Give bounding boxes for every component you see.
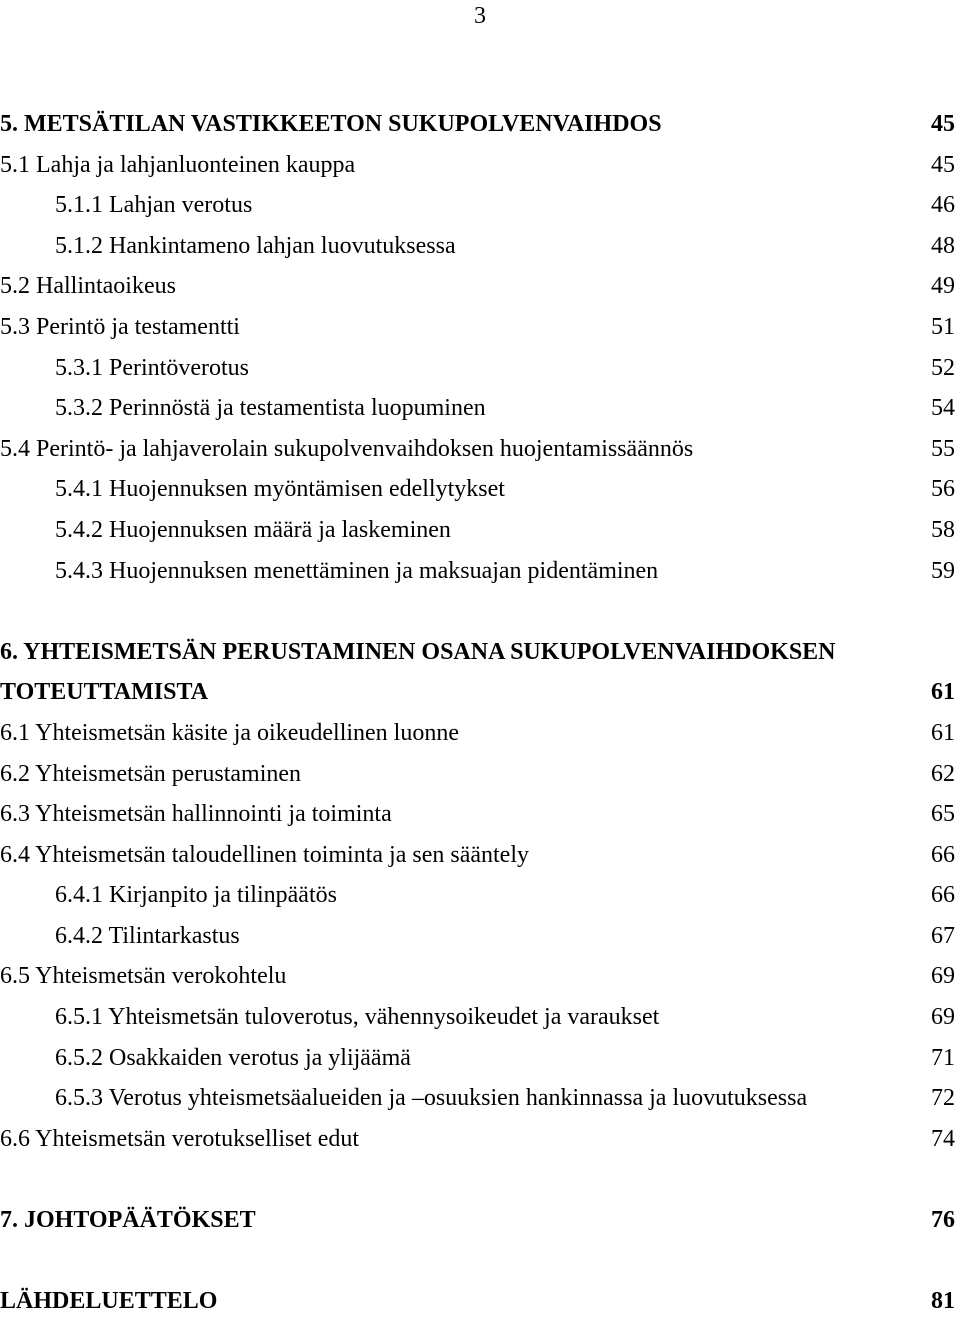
toc-entry[interactable] bbox=[0, 875, 960, 916]
toc-entry-title: 5.1.2 Hankintameno lahjan luovutuksessa bbox=[55, 232, 456, 259]
toc-entry-page-number: 55 bbox=[931, 435, 955, 462]
toc-entry-title: 5.3.2 Perinnöstä ja testamentista luopuminen bbox=[55, 395, 486, 422]
toc-entry[interactable] bbox=[0, 794, 960, 835]
toc-entry-title: 6.5.1 Yhteismetsän tuloverotus, vähennysoikeudet ja varaukset bbox=[55, 1004, 660, 1031]
toc-entry-page-number: 67 bbox=[931, 922, 955, 949]
toc-entry[interactable] bbox=[0, 672, 960, 713]
toc-entry-title: 7. JOHTOPÄÄTÖKSET bbox=[0, 1207, 256, 1234]
toc-entry-title: 5.4.2 Huojennuksen määrä ja laskeminen bbox=[55, 516, 451, 543]
toc-entry-title: 5.4 Perintö- ja lahjaverolain sukupolvenvaihdoksen huojentamissäännös bbox=[0, 435, 694, 462]
toc-entry[interactable] bbox=[0, 754, 960, 795]
toc-entry[interactable] bbox=[0, 632, 960, 673]
toc-entry-title: 6.6 Yhteismetsän verotukselliset edut bbox=[0, 1125, 360, 1152]
toc-entry-title: 6.4.2 Tilintarkastus bbox=[55, 922, 240, 949]
toc-entry-title: 6.2 Yhteismetsän perustaminen bbox=[0, 760, 302, 787]
toc-entry-page-number: 72 bbox=[931, 1085, 955, 1112]
page-number: 3 bbox=[474, 3, 486, 29]
toc-entry-page-number: 54 bbox=[931, 395, 955, 422]
toc-entry-title: 6.5.3 Verotus yhteismetsäalueiden ja –osuuksien hankinnassa ja luovutuksessa bbox=[55, 1085, 808, 1112]
toc-entry-title: 6.1 Yhteismetsän käsite ja oikeudellinen luonne bbox=[0, 719, 459, 746]
toc-entry[interactable] bbox=[0, 1078, 960, 1119]
toc-entry-page-number: 59 bbox=[931, 557, 955, 584]
toc-spacer bbox=[0, 1159, 960, 1200]
toc-entry-title: 6. YHTEISMETSÄN PERUSTAMINEN OSANA SUKUPOLVENVAIHDOKSEN bbox=[0, 638, 836, 665]
toc-entry[interactable] bbox=[0, 307, 960, 348]
toc-entry-page-number: 74 bbox=[931, 1125, 955, 1152]
toc-entry-title: 6.3 Yhteismetsän hallinnointi ja toiminta bbox=[0, 801, 392, 828]
toc-entry-page-number: 48 bbox=[931, 232, 955, 259]
toc-entry-title: 6.4.1 Kirjanpito ja tilinpäätös bbox=[55, 882, 337, 909]
toc-entry-page-number: 61 bbox=[931, 679, 955, 706]
toc-entry-page-number: 56 bbox=[931, 476, 955, 503]
toc-entry[interactable] bbox=[0, 145, 960, 186]
toc-entry[interactable] bbox=[0, 1038, 960, 1079]
toc-entry-title: 5.3.1 Perintöverotus bbox=[55, 354, 249, 381]
toc-entry[interactable] bbox=[0, 510, 960, 551]
toc-entry-title: 5.2 Hallintaoikeus bbox=[0, 273, 176, 300]
toc-entry-page-number: 81 bbox=[931, 1288, 955, 1315]
toc-spacer bbox=[0, 1241, 960, 1282]
toc-entry-page-number: 45 bbox=[931, 151, 955, 178]
toc-entry-page-number: 66 bbox=[931, 841, 955, 868]
toc-entry[interactable] bbox=[0, 835, 960, 876]
toc-entry-title: 5.1.1 Lahjan verotus bbox=[55, 192, 253, 219]
toc-entry[interactable] bbox=[0, 348, 960, 389]
toc-entry-page-number: 58 bbox=[931, 516, 955, 543]
toc-entry[interactable] bbox=[0, 185, 960, 226]
toc-entry-page-number: 62 bbox=[931, 760, 955, 787]
toc-entry[interactable] bbox=[0, 226, 960, 267]
toc-entry-title: 6.4 Yhteismetsän taloudellinen toiminta ja sen sääntely bbox=[0, 841, 529, 868]
toc-entry-page-number: 61 bbox=[931, 719, 955, 746]
toc-entry-title: 5.3 Perintö ja testamentti bbox=[0, 313, 240, 340]
toc-entry-page-number: 69 bbox=[931, 1004, 955, 1031]
toc-entry[interactable] bbox=[0, 956, 960, 997]
toc-spacer bbox=[0, 591, 960, 632]
toc-entry[interactable] bbox=[0, 469, 960, 510]
toc-entry-page-number: 45 bbox=[931, 111, 955, 137]
toc-entry[interactable] bbox=[0, 104, 960, 145]
toc-entry-page-number: 66 bbox=[931, 882, 955, 909]
toc-entry-title: 5.1 Lahja ja lahjanluonteinen kauppa bbox=[0, 151, 356, 178]
table-of-contents bbox=[0, 104, 960, 1322]
toc-entry[interactable] bbox=[0, 429, 960, 470]
toc-entry[interactable] bbox=[0, 266, 960, 307]
toc-entry[interactable] bbox=[0, 916, 960, 957]
toc-entry-title: TOTEUTTAMISTA bbox=[0, 679, 209, 706]
toc-entry[interactable] bbox=[0, 388, 960, 429]
toc-entry-page-number: 52 bbox=[931, 354, 955, 381]
toc-entry-title: 5. METSÄTILAN VASTIKKEETON SUKUPOLVENVAIHDOS bbox=[0, 111, 662, 137]
toc-entry[interactable] bbox=[0, 713, 960, 754]
toc-entry-title: 5.4.1 Huojennuksen myöntämisen edellytykset bbox=[55, 476, 505, 503]
toc-entry[interactable] bbox=[0, 997, 960, 1038]
toc-entry[interactable] bbox=[0, 1200, 960, 1241]
toc-entry-title: 6.5 Yhteismetsän verokohtelu bbox=[0, 963, 287, 990]
toc-entry[interactable] bbox=[0, 551, 960, 592]
toc-entry-page-number: 65 bbox=[931, 801, 955, 828]
toc-entry-title: 6.5.2 Osakkaiden verotus ja ylijäämä bbox=[55, 1044, 411, 1071]
toc-entry-title: LÄHDELUETTELO bbox=[0, 1288, 218, 1315]
toc-entry-page-number: 51 bbox=[931, 313, 955, 340]
toc-entry-page-number: 46 bbox=[931, 192, 955, 219]
toc-entry-title: 5.4.3 Huojennuksen menettäminen ja maksuajan pidentäminen bbox=[55, 557, 659, 584]
toc-entry-page-number: 49 bbox=[931, 273, 955, 300]
toc-entry-page-number: 71 bbox=[931, 1044, 955, 1071]
toc-entry[interactable] bbox=[0, 1281, 960, 1322]
toc-entry-page-number: 76 bbox=[931, 1207, 955, 1234]
toc-entry[interactable] bbox=[0, 1119, 960, 1160]
toc-entry-page-number: 69 bbox=[931, 963, 955, 990]
